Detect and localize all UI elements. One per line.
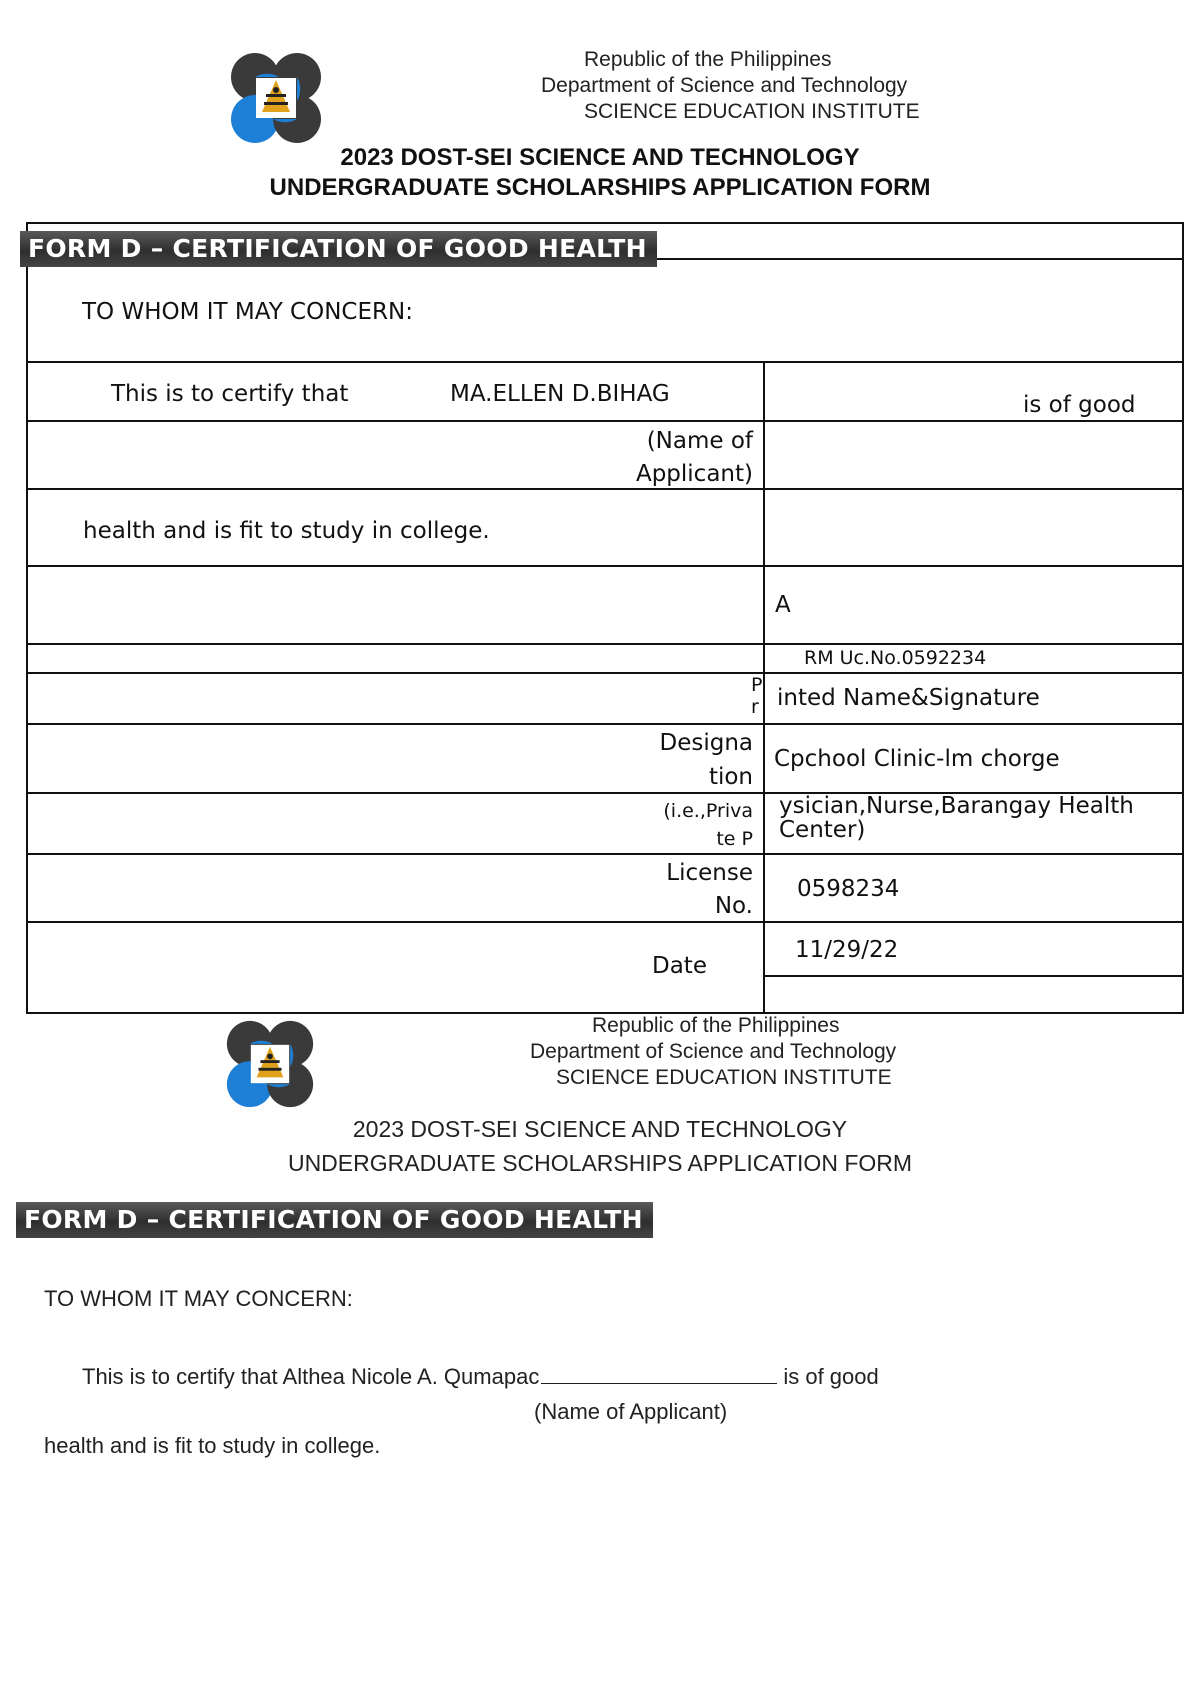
date-value[interactable]: 11/29/22 (795, 937, 899, 963)
example-value (779, 794, 1134, 842)
designation-value[interactable]: Cpchool Clinic-lm chorge (774, 746, 1060, 772)
date-label: Date (652, 953, 707, 979)
form2-title-line1: 2023 DOST-SEI SCIENCE AND TECHNOLOGY (352, 1116, 848, 1142)
dost-logo-icon (228, 50, 324, 146)
printed-name-fragment-r: r (751, 696, 759, 718)
signature-mark[interactable]: A (775, 592, 791, 618)
certify-prefix: This is to certify that (111, 381, 349, 407)
certify-suffix: is of good (1023, 392, 1136, 418)
example-label-line1: (i.e.,Priva (663, 800, 753, 822)
header2-republic: Republic of the Philippines (592, 1014, 840, 1037)
designation-label-line2: tion (708, 764, 753, 790)
header-department: Department of Science and Technology (541, 74, 908, 97)
form-title-line2: UNDERGRADUATE SCHOLARSHIPS APPLICATION FORM (269, 174, 931, 201)
example-value-line1: ysician,Nurse,Barangay Health (779, 793, 1134, 819)
form2-title-line2: UNDERGRADUATE SCHOLARSHIPS APPLICATION FORM (287, 1150, 913, 1176)
designation-label (560, 726, 753, 794)
license-label-line2: No. (714, 893, 753, 919)
name-label-line1: (Name of (646, 428, 753, 454)
printed-name-fragment (751, 674, 762, 718)
license-label-line1: License (666, 860, 753, 886)
form2-health-line: health and is fit to study in college. (44, 1433, 381, 1458)
header2-department: Department of Science and Technology (530, 1040, 897, 1063)
form-d-banner: FORM D – CERTIFICATION OF GOOD HEALTH (20, 231, 657, 267)
designation-label-line1: Designa (659, 730, 753, 756)
example-value-line2: Center) (779, 817, 866, 843)
printed-name-fragment-p: P (751, 674, 763, 696)
form-title-line1: 2023 DOST-SEI SCIENCE AND TECHNOLOGY (340, 144, 860, 171)
header-republic: Republic of the Philippines (584, 48, 832, 71)
name-label-line2: Applicant) (635, 461, 753, 487)
header2-institute: SCIENCE EDUCATION INSTITUTE (556, 1066, 892, 1089)
printed-name-signature-label: inted Name&Signature (777, 685, 1040, 711)
health-line: health and is fit to study in college. (83, 518, 490, 544)
salutation: TO WHOM IT MAY CONCERN: (82, 299, 413, 325)
applicant-name-value[interactable]: MA.ELLEN D.BIHAG (450, 381, 670, 407)
name-of-applicant-label (560, 425, 753, 491)
dost-logo-icon (224, 1018, 316, 1110)
example-label (560, 797, 753, 853)
license-no-label (560, 857, 753, 923)
form2-certify-line (82, 1364, 879, 1390)
form2-name-label: (Name of Applicant) (534, 1399, 728, 1424)
form2-certify-suffix: is of good (783, 1364, 879, 1389)
form2-name-underline (541, 1365, 777, 1384)
header-institute: SCIENCE EDUCATION INSTITUTE (584, 100, 920, 123)
form2-salutation: TO WHOM IT MAY CONCERN: (44, 1286, 353, 1311)
example-label-line2: te P (716, 828, 753, 850)
form2-d-banner: FORM D – CERTIFICATION OF GOOD HEALTH (16, 1202, 653, 1238)
form2-certify-prefix: This is to certify that Althea Nicole A. Qumapac (82, 1364, 540, 1389)
license-note: RM Uc.No.0592234 (804, 647, 987, 669)
license-no-value[interactable]: 0598234 (797, 876, 900, 902)
